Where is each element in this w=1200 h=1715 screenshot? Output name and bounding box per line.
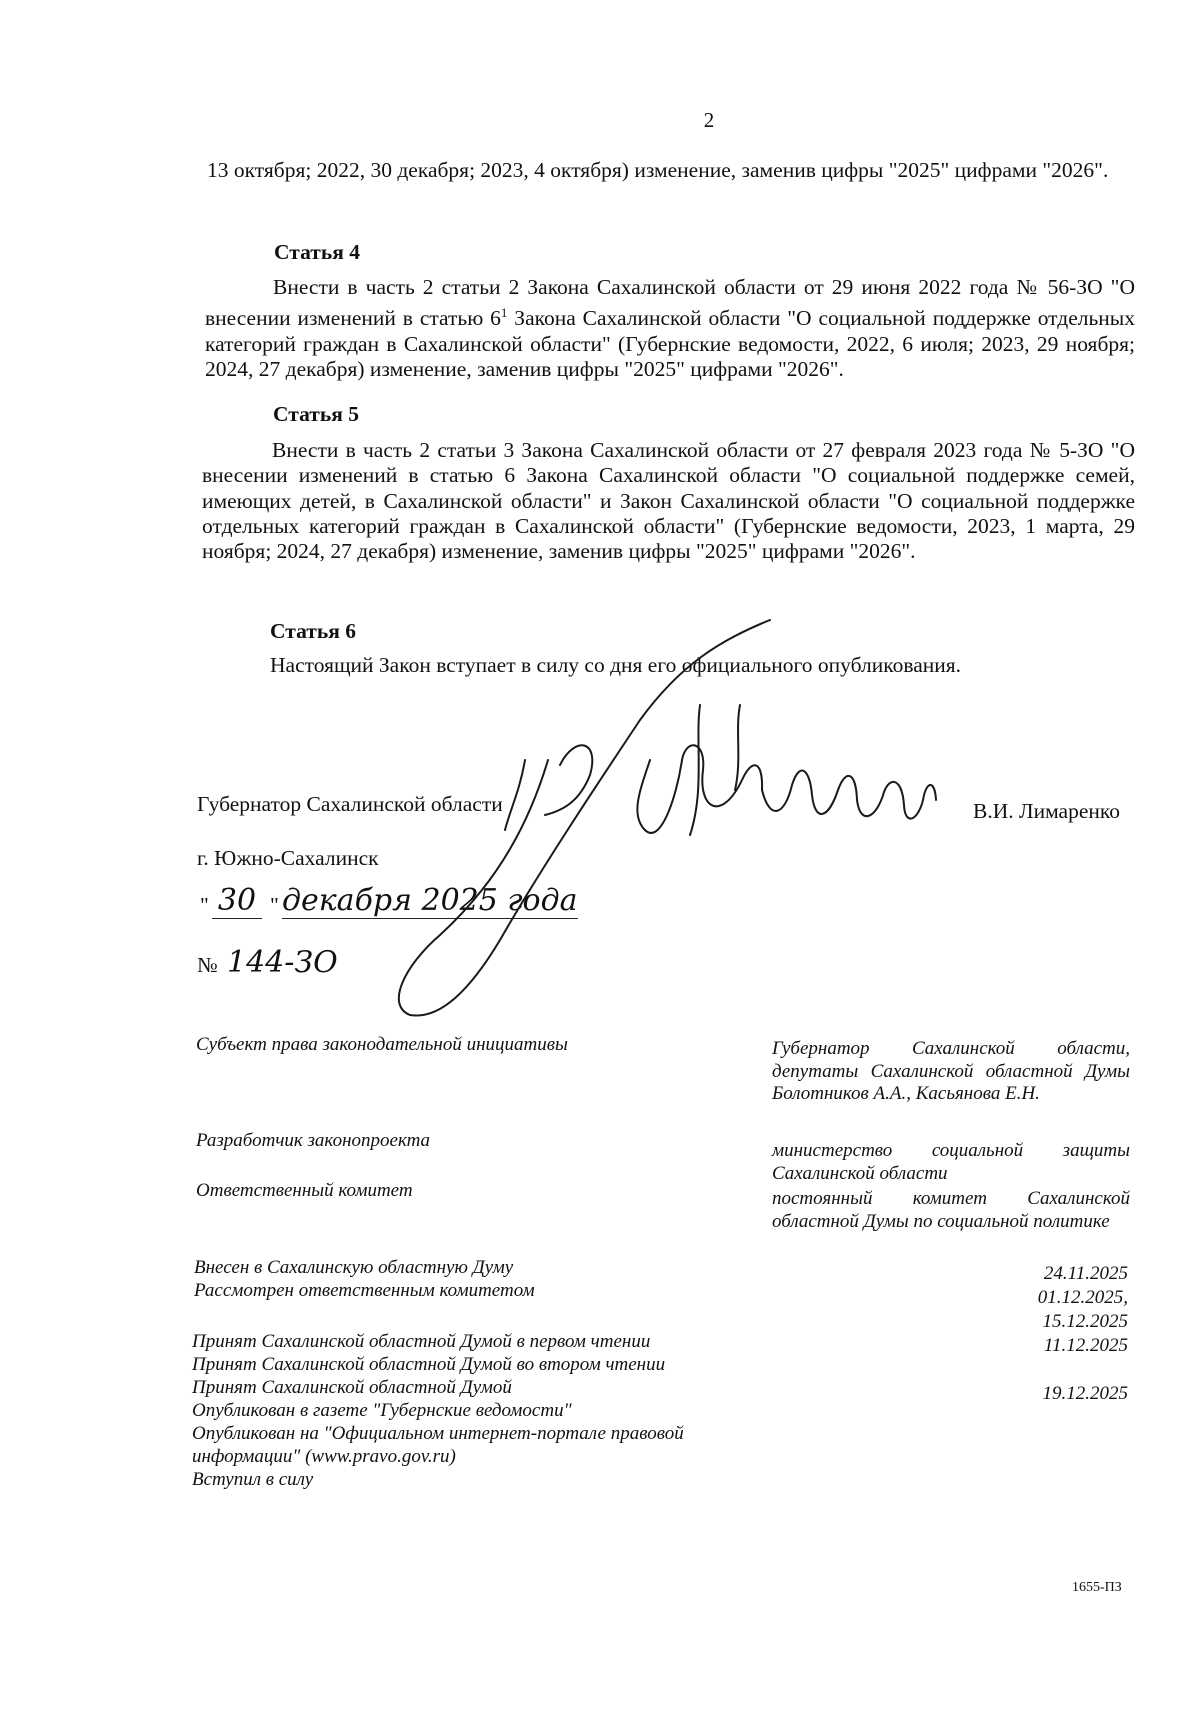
city: г. Южно-Сахалинск — [197, 846, 379, 870]
label-introduced: Внесен в Сахалинскую областную Думу — [194, 1257, 514, 1278]
article-6-heading: Статья 6 — [270, 619, 356, 643]
article-4-text: Внести в часть 2 статьи 2 Закона Сахалинской области от 29 июня 2022 года № 56-ЗО "О внесении изменений в статью $6^1$ Закона Сахалинской области "О социальной поддержке отдельных категорий граждан в Сахалинской области" (Губернские ведомости, 2022, 6 июля; 2023, 29 ноября; 2024, 27 декабря) изменение, заменив цифры "2025" цифрами "2026". — [205, 275, 1135, 382]
date-reviewed-2: 15.12.2025 — [1042, 1311, 1128, 1332]
date-month-year: декабря 2025 года — [282, 883, 578, 918]
page-number: 2 — [703, 108, 715, 132]
footer-code: 1655-ПЗ — [1072, 1580, 1122, 1595]
label-committee: Ответственный комитет — [196, 1180, 413, 1201]
label-adopted: Принят Сахалинской областной Думой — [192, 1377, 512, 1398]
label-second-reading: Принят Сахалинской областной Думой во втором чтении — [192, 1354, 666, 1375]
label-developer: Разработчик законопроекта — [196, 1130, 431, 1151]
label-initiative: Субъект права законодательной инициативы — [196, 1034, 568, 1055]
label-entered-into-force: Вступил в силу — [192, 1469, 314, 1490]
label-published-newspaper: Опубликован в газете "Губернские ведомости" — [192, 1400, 572, 1421]
date-day: 30 — [212, 883, 262, 919]
label-published-portal: Опубликован на "Официальном интернет-портале правовой информации" (www.pravo.gov.ru) — [192, 1423, 684, 1467]
article-5-text: Внести в часть 2 статьи 3 Закона Сахалинской области от 27 февраля 2023 года № 5-ЗО "О внесении изменений в статью 6 Закона Сахалинской области "О социальной поддержке семей, имеющих детей, в Сахалинской области" и Закон Сахалинской области "О социальной поддержке отдельных категорий граждан в Сахалинской области" (Губернские ведомости, 2023, 1 марта, 29 ноября; 2024, 27 декабря) изменение, заменив цифры "2025" цифрами "2026". — [202, 438, 1135, 564]
number-value: 144-ЗО — [227, 945, 338, 980]
article-4-heading: Статья 4 — [274, 240, 360, 264]
date-close-quote: " — [270, 893, 279, 917]
governor-position: Губернатор Сахалинской области — [197, 792, 503, 816]
article-6-text: Настоящий Закон вступает в силу со дня его официального опубликования. — [270, 653, 962, 677]
continuation-paragraph: 13 октября; 2022, 30 декабря; 2023, 4 октября) изменение, заменив цифры "2025" цифрами "2026". — [207, 158, 1109, 182]
value-committee: постоянный комитет Сахалинской областной Думы по социальной политике — [772, 1188, 1130, 1232]
number-prefix: № — [197, 953, 218, 977]
date-reviewed-1: 01.12.2025, — [1037, 1287, 1128, 1308]
date-first-reading: 11.12.2025 — [1043, 1335, 1128, 1356]
value-developer: министерство социальной защиты Сахалинской области — [772, 1140, 1130, 1184]
date-open-quote: " — [200, 893, 209, 917]
article-5-heading: Статья 5 — [273, 402, 359, 426]
label-first-reading: Принят Сахалинской областной Думой в первом чтении — [192, 1331, 651, 1352]
date-adopted: 19.12.2025 — [1042, 1383, 1128, 1404]
date-introduced: 24.11.2025 — [1043, 1263, 1128, 1284]
label-reviewed: Рассмотрен ответственным комитетом — [194, 1280, 535, 1301]
value-initiative: Губернатор Сахалинской области, депутаты Сахалинской областной Думы Болотников А.А., Касьянова Е.Н. — [772, 1038, 1130, 1105]
governor-name: В.И. Лимаренко — [973, 799, 1120, 823]
